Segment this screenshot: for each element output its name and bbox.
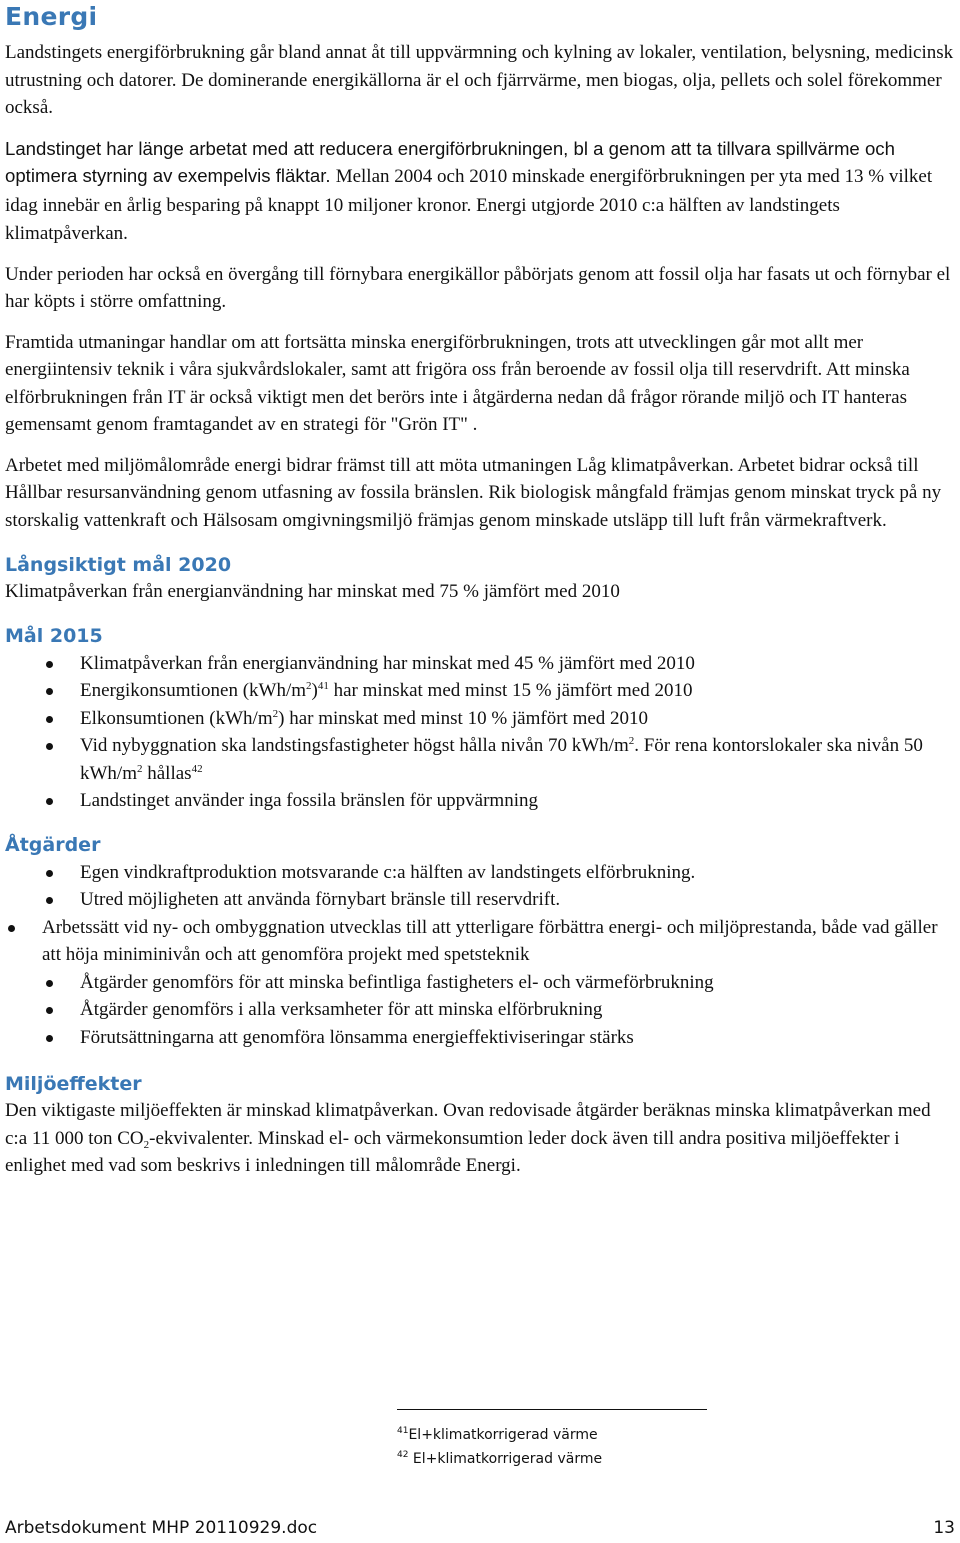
- list-item-text: . För rena kontorslokaler ska nivån 50 kWh/m: [80, 735, 923, 784]
- footer-document-name: Arbetsdokument MHP 20110929.doc: [5, 1518, 318, 1538]
- list-item-text: har minskat med minst 15 % jämfört med 2010: [328, 680, 693, 701]
- goal-2020-text: Klimatpåverkan från energianvändning har minskat med 75 % jämfört med 2010: [5, 581, 620, 602]
- list-item: [80, 996, 955, 1024]
- bullet-icon: [8, 925, 15, 932]
- intro-paragraph-2: [5, 135, 955, 248]
- bullet-icon: [46, 870, 53, 877]
- effects-text: [5, 1097, 955, 1180]
- intro-paragraph-5: Arbetet med miljömålområde energi bidrar främst till att möta utmaningen Låg klimatpåverkan. Arbetet bidrar också till Hållbar resursanvändning genom utfasning av fossila bränslen. Rik biologisk mångfald främjas genom minskat tryck på ny storskalig vattenkraft och Hälsosam omgivningsmiljö främjas genom minskade utsläpp till luft från värmekraftverk.: [5, 454, 942, 531]
- goal-2015-list: [5, 650, 955, 815]
- subscript: 2: [143, 1138, 150, 1151]
- intro-paragraph-1: Landstingets energiförbrukning går bland annat åt till uppvärmning och kylning av lokaler, ventilation, belysning, medicinsk utrustning och datorer. De dominerande energikällorna är el och fjärrvärme, men biogas, olja, pellets och solel förekommer också.: [5, 42, 954, 118]
- list-item: [80, 705, 955, 733]
- superscript: 2: [628, 735, 635, 747]
- list-item: [80, 650, 955, 678]
- document-page: [5, 0, 955, 1180]
- list-item: [80, 787, 955, 815]
- list-item-text: Elkonsumtionen (kWh/m: [80, 707, 273, 729]
- effects-heading: Miljöeffekter: [5, 1073, 142, 1095]
- list-item-text: Utred möjligheten att använda förnybart bränsle till reservdrift.: [80, 889, 561, 910]
- footnote-text: El+klimatkorrigerad värme: [408, 1427, 598, 1443]
- list-item-text: Vid nybyggnation ska landstingsfastigheter högst hålla nivån 70 kWh/m: [80, 735, 629, 756]
- list-item-text: Arbetssätt vid ny- och ombyggnation utvecklas till att ytterligare förbättra energi- och miljöprestanda, både vad gäller att höja miniminivån och att genomföra projekt med spetsteknik: [42, 916, 938, 965]
- footnote: [397, 1447, 602, 1471]
- intro-paragraph-3: Under perioden har också en övergång till förnybara energikällor påbörjats genom att fossil olja har fasats ut och förnybar el har köpts i större omfattning.: [5, 263, 951, 312]
- intro-paragraph-2-cont: Mellan 2004 och 2010 minskade energiförbrukningen per yta med 13 % vilket idag innebär en årlig besparing på knappt 10 miljoner kronor. Energi utgjorde 2010 c:a hälften av landstingets klimatpåverkan.: [5, 166, 933, 244]
- list-item: [80, 859, 955, 887]
- list-item-text: Åtgärder genomförs för att minska befintliga fastigheters el- och värmeförbrukning: [80, 971, 714, 993]
- actions-list: [5, 859, 955, 914]
- bullet-icon: [46, 798, 53, 805]
- list-item-text: Åtgärder genomförs i alla verksamheter för att minska elförbrukning: [80, 999, 603, 1020]
- list-item-text: hållas: [142, 762, 192, 784]
- list-item-text: Förutsättningarna att genomföra lönsamma energieffektiviseringar stärks: [80, 1026, 634, 1048]
- footnote-number: 42: [397, 1450, 409, 1460]
- bullet-icon: [46, 1035, 53, 1042]
- bullet-icon: [46, 1007, 53, 1014]
- page-footer: [5, 1518, 955, 1538]
- list-item-text: ): [311, 680, 318, 701]
- list-item-text: Egen vindkraftproduktion motsvarande c:a hälften av landstingets elförbrukning.: [80, 861, 696, 883]
- list-item: [80, 1024, 955, 1052]
- footer-page-number: 13: [933, 1518, 955, 1538]
- goal-2015-heading: Mål 2015: [5, 624, 103, 647]
- effects-text-part: -ekvivalenter. Minskad el- och värmekonsumtion leder dock även till andra positiva miljöeffekter i enlighet med vad som beskrivs i inledningen till målområde Energi.: [5, 1127, 900, 1176]
- intro-paragraph-2-text: Landstinget har länge arbetat med att reducera energiförbrukningen, bl a genom att ta tillvara spillvärme och optimera styrning av exempelvis fläktar.: [5, 137, 895, 186]
- bullet-icon: [46, 897, 53, 904]
- intro-paragraph-4: Framtida utmaningar handlar om att fortsätta minska energiförbrukningen, trots att utvecklingen går mot allt mer energiintensiv teknik i våra sjukvårdslokaler, samt att frigöra oss från beroende av fossil olja till reservdrift. Att minska elförbrukningen från IT är också viktigt men det berörs inte i åtgärderna nedan då frågor rörande miljö och IT hanteras gemensamt genom framtagandet av en strategi för "Grön IT" .: [5, 331, 910, 435]
- superscript: 2: [272, 707, 279, 720]
- bullet-icon: [46, 688, 53, 695]
- list-item-text: Klimatpåverkan från energianvändning har minskat med 45 % jämfört med 2010: [80, 652, 695, 674]
- list-item-text: Energikonsumtionen (kWh/m: [80, 680, 307, 701]
- bullet-icon: [46, 661, 53, 668]
- superscript: 2: [137, 762, 143, 775]
- bullet-icon: [46, 743, 53, 750]
- list-item: [80, 677, 955, 705]
- bullet-icon: [46, 716, 53, 723]
- footnote-text: El+klimatkorrigerad värme: [408, 1451, 603, 1467]
- actions-main-list: [5, 914, 955, 1052]
- footnote: [397, 1423, 602, 1447]
- page-title: Energi: [5, 2, 98, 31]
- list-item: [80, 732, 955, 787]
- footnote-ref: 41: [317, 680, 329, 692]
- footnotes: [397, 1423, 602, 1471]
- list-item: [80, 969, 955, 997]
- actions-sub-list: [42, 969, 955, 1052]
- list-item-text: ) har minskat med minst 10 % jämfört med 2010: [278, 707, 649, 729]
- bullet-icon: [46, 980, 53, 987]
- list-item-text: Landstinget använder inga fossila bränslen för uppvärmning: [80, 790, 538, 811]
- footnote-ref: 42: [191, 762, 203, 775]
- list-item: [42, 914, 955, 1052]
- list-item: [80, 886, 955, 914]
- footnote-divider: [397, 1409, 707, 1410]
- footnote-number: 41: [397, 1426, 409, 1436]
- goal-2020-heading: Långsiktigt mål 2020: [5, 554, 232, 576]
- superscript: 2: [306, 680, 312, 692]
- effects-text-part: Den viktigaste miljöeffekten är minskad klimatpåverkan. Ovan redovisade åtgärder beräknas minska klimatpåverkan med c:a 11 000 ton CO: [5, 1100, 931, 1149]
- actions-heading: Åtgärder: [5, 833, 101, 856]
